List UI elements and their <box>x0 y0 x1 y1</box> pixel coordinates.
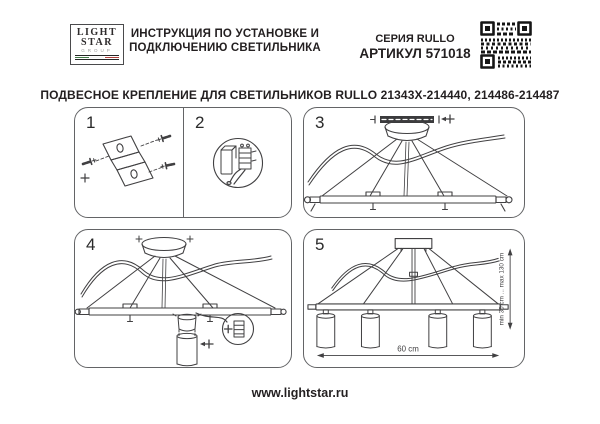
step-3-drawing <box>304 108 524 217</box>
page-title-line2: ПОДКЛЮЧЕНИЮ СВЕТИЛЬНИКА <box>129 42 321 54</box>
mounting-bracket <box>103 136 153 186</box>
power-cord-wave <box>332 258 499 290</box>
step-4-panel <box>74 229 292 368</box>
step-1-2-drawing <box>75 108 291 217</box>
qr-code-icon <box>480 21 532 69</box>
fixture-bar <box>305 192 513 211</box>
lamp-shades <box>317 310 491 348</box>
website-url: www.lightstar.ru <box>251 386 349 400</box>
width-dimension <box>317 345 499 358</box>
width-dimension-label: 60 cm <box>397 344 419 354</box>
step-5-drawing <box>304 230 524 367</box>
central-rod <box>410 248 418 303</box>
power-cord-wave <box>308 135 505 185</box>
lightstar-logo <box>70 24 124 65</box>
terminal-detail-circle <box>196 313 254 345</box>
step-1-number: 1 <box>86 113 96 132</box>
step-5-panel <box>303 229 525 368</box>
lamp-shade-cylinder <box>177 330 197 366</box>
series-label: СЕРИЯ RULLO <box>375 33 455 45</box>
connector-housing <box>221 146 236 174</box>
qr-code-graphic <box>480 21 532 69</box>
screw-guide-lines <box>96 140 163 172</box>
terminal-detail-circle <box>214 139 263 188</box>
screwdriver-cross-icon <box>81 174 89 182</box>
step-2-number: 2 <box>195 113 205 132</box>
height-dimension <box>499 248 513 329</box>
subtitle-text: ПОДВЕСНОЕ КРЕПЛЕНИЕ ДЛЯ СВЕТИЛЬНИКОВ RULLO 21343X-214440, 214486-214487 <box>40 88 560 102</box>
ceiling-strip <box>371 116 440 123</box>
flag-green-segment <box>75 57 89 58</box>
step-4-drawing <box>75 230 291 367</box>
page-title-line1: ИНСТРУКЦИЯ ПО УСТАНОВКЕ И <box>130 28 320 40</box>
flag-white-segment <box>90 57 104 58</box>
step-3-number: 3 <box>315 113 325 132</box>
article-number: АРТИКУЛ 571018 <box>359 46 471 61</box>
ceiling-plate <box>395 239 432 252</box>
series-info <box>348 33 482 61</box>
step-1-2-panel <box>74 107 292 218</box>
logo-star-text: STAR <box>81 36 113 48</box>
fixture-bar <box>308 304 508 310</box>
screw-icon <box>82 133 175 170</box>
wires <box>227 169 245 184</box>
lamp-socket <box>173 314 201 331</box>
screw-arrow-icon <box>441 115 454 123</box>
step-3-panel <box>303 107 525 218</box>
suspension-cables <box>322 139 507 196</box>
suspension-cables <box>87 256 275 308</box>
italian-flag-stripe <box>75 55 119 60</box>
step-4-number: 4 <box>86 235 96 254</box>
logo-group-text: GROUP <box>81 48 113 53</box>
step-5-number: 5 <box>315 235 325 254</box>
height-dimension-label: min 30 cm ... max 130 cm <box>498 252 506 326</box>
page-title <box>118 27 332 55</box>
canopy <box>136 236 193 258</box>
terminal-block <box>239 144 256 169</box>
canopy <box>385 121 429 141</box>
logo-light-text: LIGHT <box>76 27 118 38</box>
flag-red-segment <box>105 57 119 58</box>
screw-arrow-icon <box>200 340 213 348</box>
